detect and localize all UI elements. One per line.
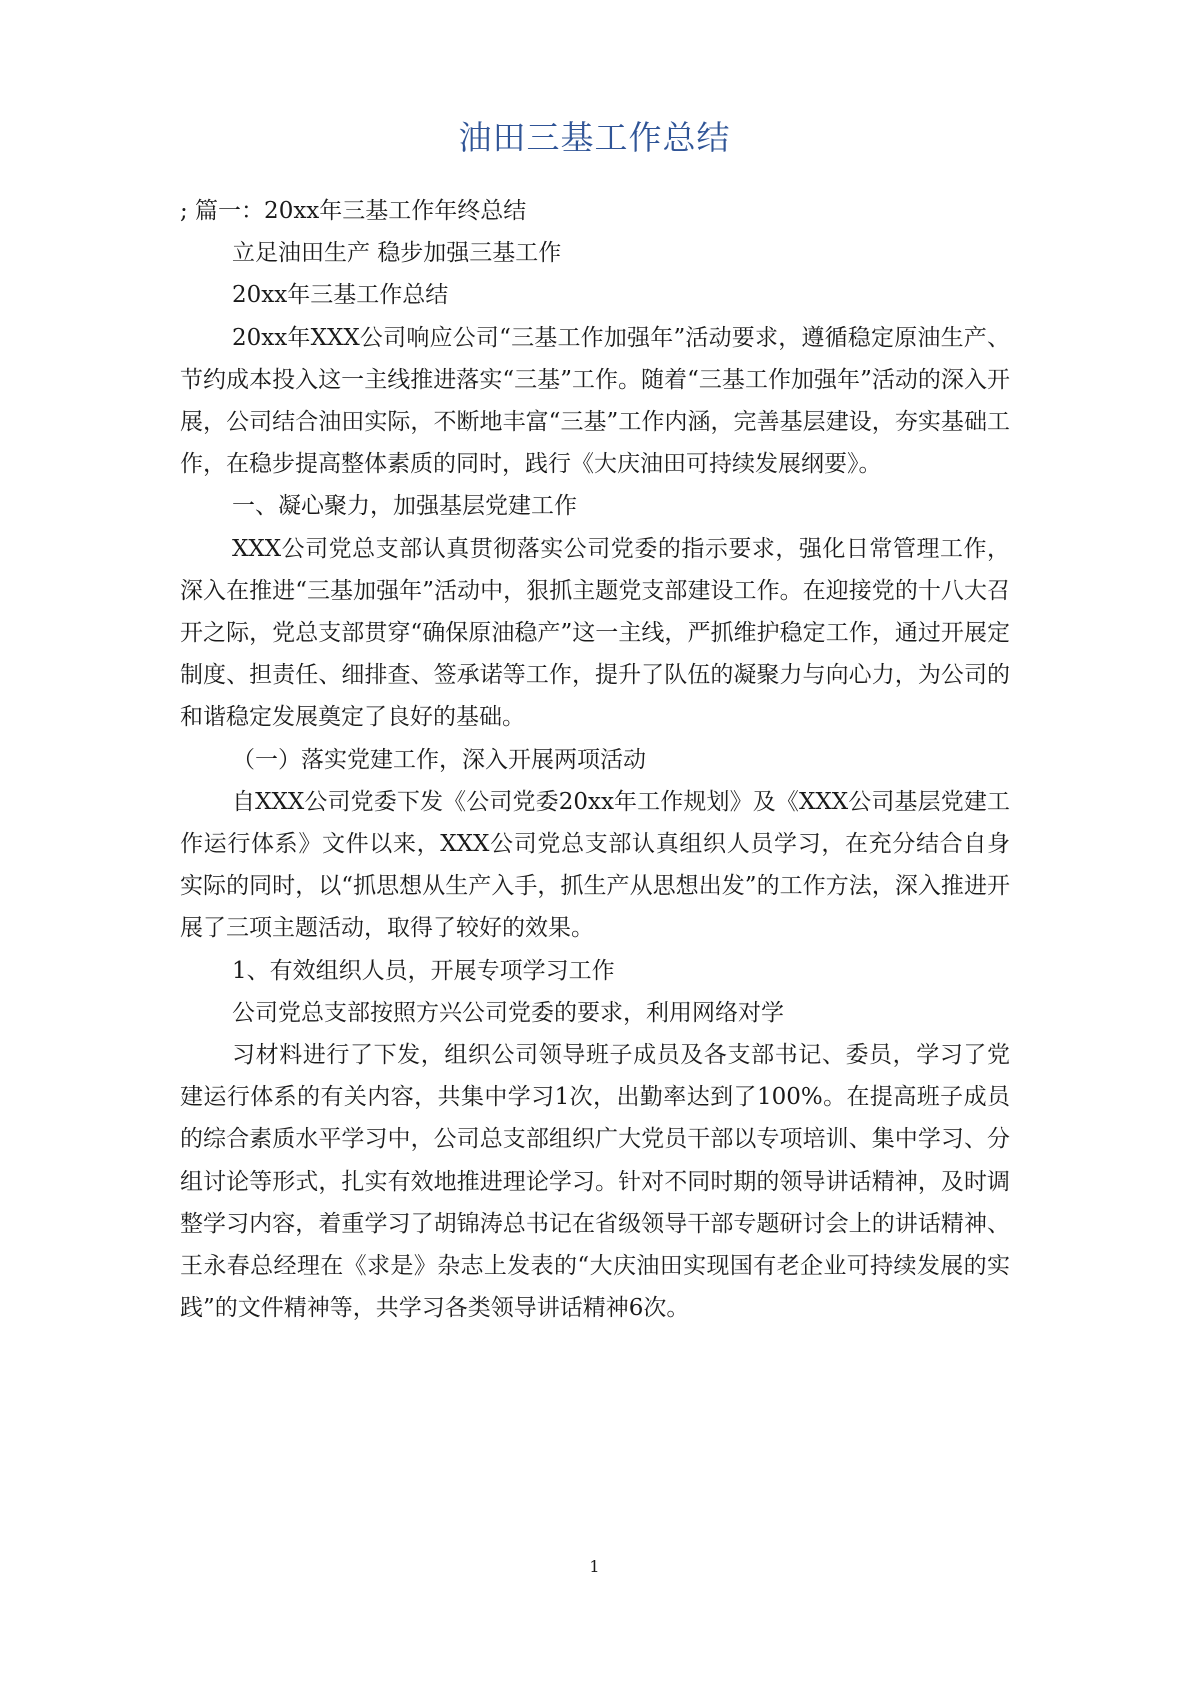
section-heading: ; 篇一：20xx年三基工作年终总结 — [180, 198, 527, 224]
heading-part-one: 一、凝心聚力，加强基层党建工作 — [232, 493, 577, 520]
subtitle-2: 20xx年三基工作总结 — [232, 282, 449, 309]
document-title: 油田三基工作总结 — [458, 118, 731, 157]
paragraph-study-details: 习材料进行了下发，组织公司领导班子成员及各支部书记、委员，学习了党建运行体系的有关内容，共集中学习1次，出勤率达到了100%。在提高班子成员的综合素质水平学习中，公司总支部组织广大党员干部以专项培训、集中学习、分组讨论等形式，扎实有效地推进理论学习。针对不同时期的领导讲话精神，及时调整学习内容，着重学习了胡锦涛总书记在省级领导干部专题研讨会上的讲话精神、王永春总经理在《求是》杂志上发表的“大庆油田实现国有老企业可持续发展的实践”的文件精神等，共学习各类领导讲话精神6次。 — [180, 1042, 1010, 1322]
heading-subsection-one: （一）落实党建工作，深入开展两项活动 — [232, 746, 646, 773]
document-body — [180, 190, 1010, 1329]
paragraph-study-intro: 公司党总支部按照方兴公司党委的要求，利用网络对学 — [232, 999, 784, 1026]
heading-item-one: 1、有效组织人员，开展专项学习工作 — [232, 957, 615, 984]
page-number: 1 — [589, 1557, 600, 1576]
paragraph-intro: 20xx年XXX公司响应公司“三基工作加强年”活动要求，遵循稳定原油生产、节约成本投入这一主线推进落实“三基”工作。随着“三基工作加强年”活动的深入开展，公司结合油田实际，不断地丰富“三基”工作内涵，完善基层建设，夯实基础工作，在稳步提高整体素质的同时，践行《大庆油田可持续发展纲要》。 — [180, 324, 1010, 478]
subtitle-1: 立足油田生产 稳步加强三基工作 — [232, 240, 562, 267]
paragraph-party-branch: XXX公司党总支部认真贯彻落实公司党委的指示要求，强化日常管理工作，深入在推进“三基加强年”活动中，狠抓主题党支部建设工作。在迎接党的十八大召开之际，党总支部贯穿“确保原油稳产”这一主线，严抓维护稳定工作，通过开展定制度、担责任、细排查、签承诺等工作，提升了队伍的凝聚力与向心力，为公司的和谐稳定发展奠定了良好的基础。 — [180, 535, 1010, 731]
paragraph-activities: 自XXX公司党委下发《公司党委20xx年工作规划》及《XXX公司基层党建工作运行体系》文件以来，XXX公司党总支部认真组织人员学习，在充分结合自身实际的同时，以“抓思想从生产入手，抓生产从思想出发”的工作方法，深入推进开展了三项主题活动，取得了较好的效果。 — [180, 788, 1010, 942]
